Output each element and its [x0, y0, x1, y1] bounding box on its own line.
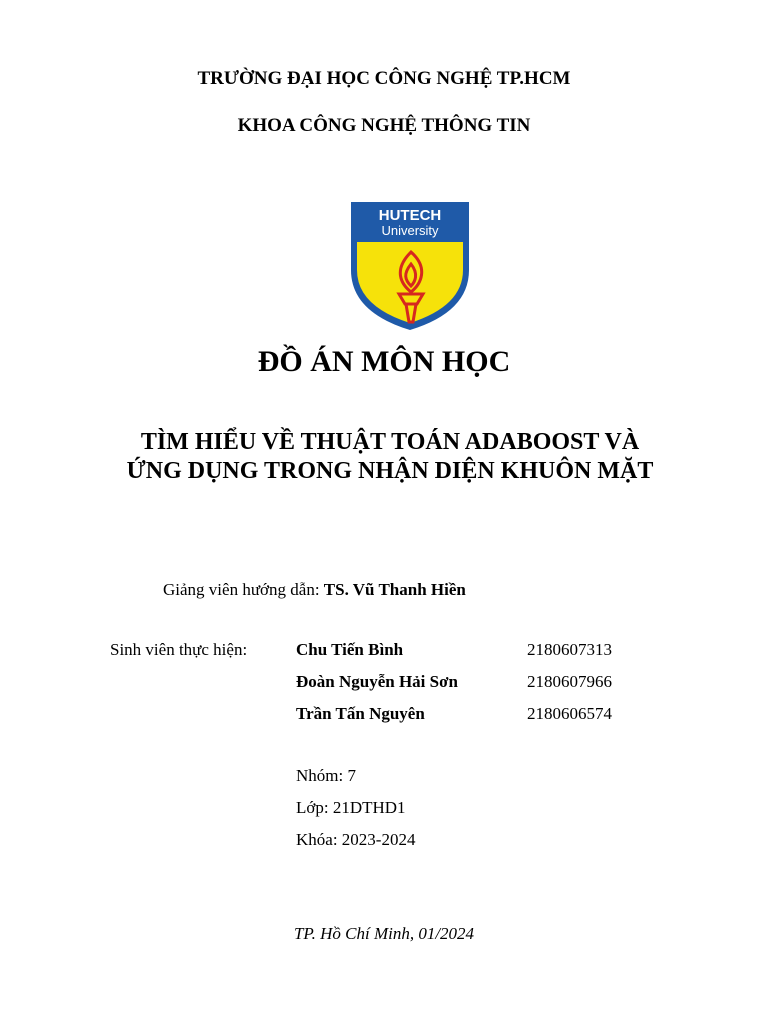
supervisor-row — [163, 580, 466, 600]
student-id: 2180607966 — [527, 672, 612, 691]
faculty-name: KHOA CÔNG NGHỆ THÔNG TIN — [237, 115, 531, 136]
project-title — [40, 428, 740, 486]
project-title-line-1: TÌM HIỂU VỀ THUẬT TOÁN ADABOOST VÀ — [140, 429, 640, 455]
academic-year: Khóa: 2023-2024 — [296, 830, 416, 849]
students-label: Sinh viên thực hiện: — [110, 640, 248, 659]
group-number: Nhóm: 7 — [296, 766, 356, 785]
place-date: TP. Hồ Chí Minh, 01/2024 — [293, 924, 475, 943]
student-name: Chu Tiến Bình — [296, 640, 404, 659]
student-id: 2180607313 — [527, 640, 612, 659]
student-name: Trần Tấn Nguyên — [296, 704, 425, 723]
student-name: Đoàn Nguyễn Hải Sơn — [296, 672, 458, 691]
university-name: TRƯỜNG ĐẠI HỌC CÔNG NGHỆ TP.HCM — [197, 68, 571, 89]
supervisor-name: TS. Vũ Thanh Hiền — [323, 580, 466, 599]
student-id: 2180606574 — [527, 704, 612, 723]
class-code: Lớp: 21DTHD1 — [296, 798, 406, 817]
supervisor-label: Giảng viên hướng dẫn: — [163, 580, 320, 599]
logo-text-university: University — [381, 223, 439, 238]
project-title-line-2: ỨNG DỤNG TRONG NHẬN DIỆN KHUÔN MẶT — [126, 458, 654, 484]
document-type: ĐỒ ÁN MÔN HỌC — [257, 345, 511, 378]
hutech-logo — [349, 200, 471, 332]
logo-text-hutech: HUTECH — [378, 207, 442, 224]
